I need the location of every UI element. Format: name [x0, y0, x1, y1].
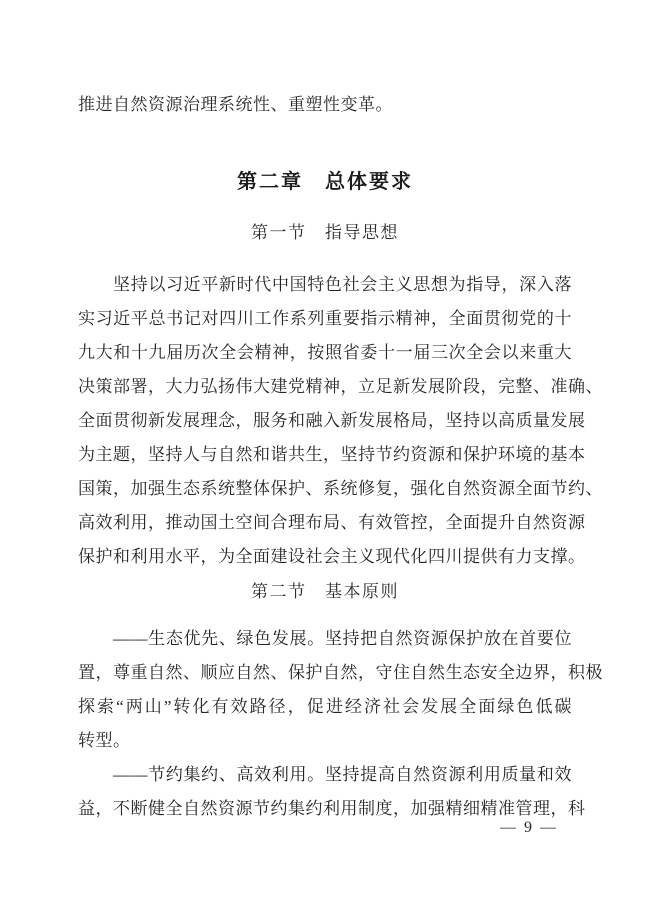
body-line: 为主题，坚持人与自然和谐共生，坚持节约资源和保护环境的基本 [78, 445, 586, 464]
body-line: 益，不断健全自然资源节约集约利用制度，加强精细精准管理，科 [78, 799, 586, 818]
body-line: 置，尊重自然、顺应自然、保护自然，守住自然生态安全边界，积极 [78, 663, 603, 682]
body-line: 九大和十九届历次全会精神，按照省委十一届三次全会以来重大 [78, 343, 572, 362]
section-heading-1: 第一节 指导思想 [251, 223, 399, 242]
body-line: 坚持以习近平新时代中国特色社会主义思想为指导，深入落 [113, 275, 572, 294]
intro-paragraph-continuation [78, 88, 572, 122]
body-line: 实习近平总书记对四川工作系列重要指示精神，全面贯彻党的十 [78, 309, 572, 328]
body-line: 高效利用，推动国土空间合理布局、有效管控，全面提升自然资源 [78, 513, 586, 532]
principle2-text: 坚持提高自然资源利用质量和效 [324, 765, 573, 784]
body-line: 推进自然资源治理系统性、重塑性变革。 [78, 95, 393, 114]
body-line [78, 758, 572, 792]
principle1-title: ——生态优先、绿色发展。 [113, 629, 325, 648]
body-line: 全面贯彻新发展理念，服务和融入新发展格局，坚持以高质量发展 [78, 411, 586, 430]
body-line: 转型。 [78, 731, 131, 750]
page-number: — 9 — [500, 819, 558, 836]
body-line: 探索“两山”转化有效路径，促进经济社会发展全面绿色低碳 [78, 697, 572, 716]
body-line: 保护和利用水平，为全面建设社会主义现代化四川提供有力支撑。 [78, 547, 586, 566]
body-line: 决策部署，大力弘扬伟大建党精神，立足新发展阶段，完整、准确、 [78, 377, 603, 396]
section-heading-2: 第二节 基本原则 [251, 582, 399, 601]
principle2-title: ——节约集约、高效利用。 [113, 765, 325, 784]
body-line [78, 622, 572, 656]
body-line: 国策，加强生态系统整体保护、系统修复，强化自然资源全面节约、 [78, 479, 603, 498]
principle2-paragraph [78, 758, 586, 826]
principle1-paragraph [78, 622, 603, 758]
chapter-heading: 第二章 总体要求 [237, 171, 413, 193]
section1-paragraph [78, 268, 603, 574]
principle1-text: 坚持把自然资源保护放在首要位 [324, 629, 573, 648]
